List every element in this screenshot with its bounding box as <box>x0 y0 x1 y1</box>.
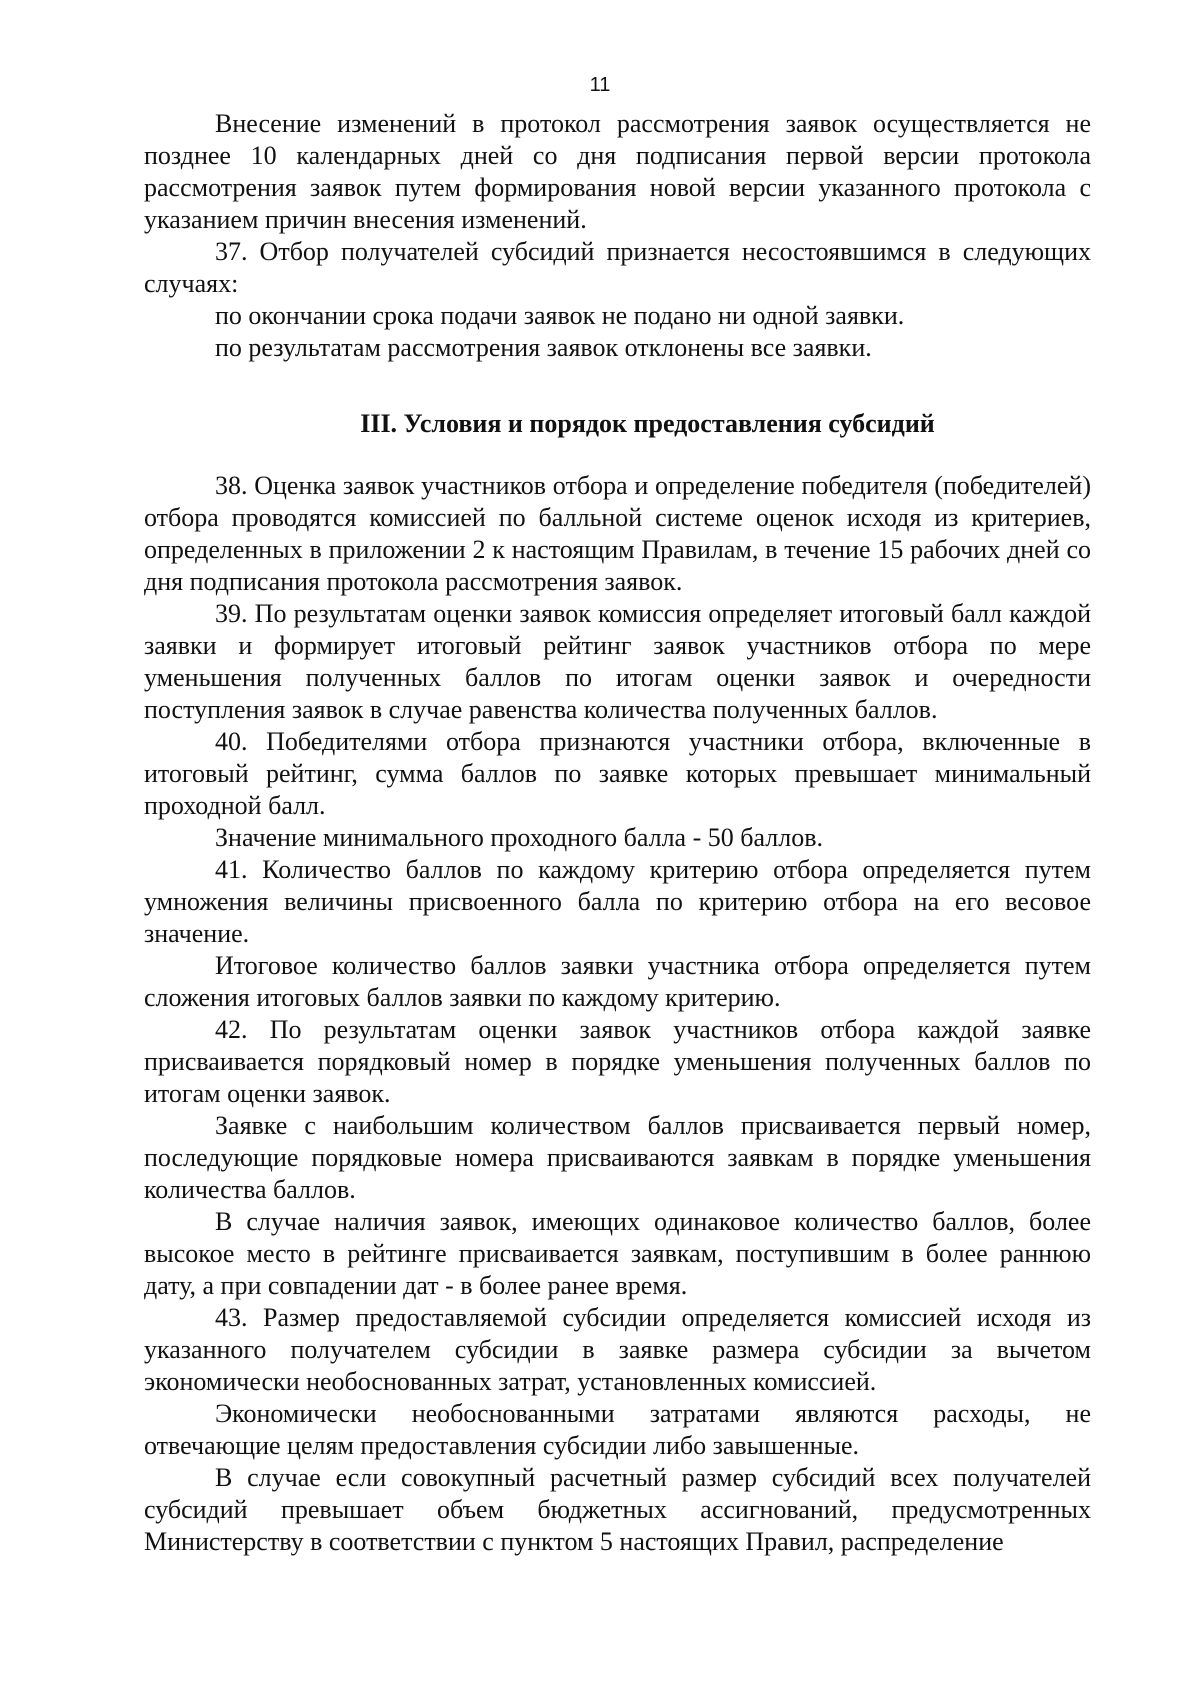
paragraph-equal-scores: В случае наличия заявок, имеющих одинаковое количество баллов, более высокое место в рейтинге присваивается заявкам, поступившим в более раннюю дату, а при совпадении дат - в более ранее время. <box>144 1207 1091 1300</box>
paragraph-37-case-1: по окончании срока подачи заявок не подано ни одной заявки. <box>215 301 905 330</box>
section-heading-block <box>144 408 1091 440</box>
paragraph-41: 41. Количество баллов по каждому критерию отбора определяется путем умножения величины присвоенного балла по критерию отбора на его весовое значение. <box>144 855 1091 948</box>
paragraph-amendments: Внесение изменений в протокол рассмотрения заявок осуществляется не позднее 10 календарных дней со дня подписания первой версии протокола рассмотрения заявок путем формирования новой версии указанного протокола с указанием причин внесения изменений. <box>144 109 1091 234</box>
paragraph-40: 40. Победителями отбора признаются участники отбора, включенные в итоговый рейтинг, сумма баллов по заявке которых превышает минимальный проходной балл. <box>144 727 1091 820</box>
paragraph-37: 37. Отбор получателей субсидий признается несостоявшимся в следующих случаях: <box>144 237 1091 298</box>
paragraph-42: 42. По результатам оценки заявок участников отбора каждой заявке присваивается порядковый номер в порядке уменьшения полученных баллов по итогам оценки заявок. <box>144 1015 1091 1108</box>
paragraph-43: 43. Размер предоставляемой субсидии определяется комиссией исходя из указанного получателем субсидии в заявке размера субсидии за вычетом экономически необоснованных затрат, установленных комиссией. <box>144 1303 1091 1396</box>
paragraph-37-case-2: по результатам рассмотрения заявок отклонены все заявки. <box>215 333 872 362</box>
text-block-bottom <box>144 470 1091 1558</box>
paragraph-first-number: Заявке с наибольшим количеством баллов присваивается первый номер, последующие порядковые номера присваиваются заявкам в порядке уменьшения количества баллов. <box>144 1111 1091 1204</box>
text-block-top <box>144 108 1091 364</box>
section-heading: III. Условия и порядок предоставления субсидий <box>360 409 935 438</box>
paragraph-budget-exceeded: В случае если совокупный расчетный размер субсидий всех получателей субсидий превышает объем бюджетных ассигнований, предусмотренных Министерству в соответствии с пунктом 5 настоящих Правил, распределение <box>144 1463 1091 1556</box>
paragraph-min-score: Значение минимального проходного балла - 50 баллов. <box>215 823 823 852</box>
paragraph-39: 39. По результатам оценки заявок комиссия определяет итоговый балл каждой заявки и формирует итоговый рейтинг заявок участников отбора по мере уменьшения полученных баллов по итогам оценки заявок и очередности поступления заявок в случае равенства количества полученных баллов. <box>144 599 1091 724</box>
paragraph-total-score: Итоговое количество баллов заявки участника отбора определяется путем сложения итоговых баллов заявки по каждому критерию. <box>144 951 1091 1012</box>
paragraph-38: 38. Оценка заявок участников отбора и определение победителя (победителей) отбора проводятся комиссией по балльной системе оценок исходя из критериев, определенных в приложении 2 к настоящим Правилам, в течение 15 рабочих дней со дня подписания протокола рассмотрения заявок. <box>144 471 1091 596</box>
page-number: 11 <box>589 74 611 96</box>
paragraph-unjustified-costs: Экономически необоснованными затратами являются расходы, не отвечающие целям предоставления субсидии либо завышенные. <box>144 1399 1091 1460</box>
